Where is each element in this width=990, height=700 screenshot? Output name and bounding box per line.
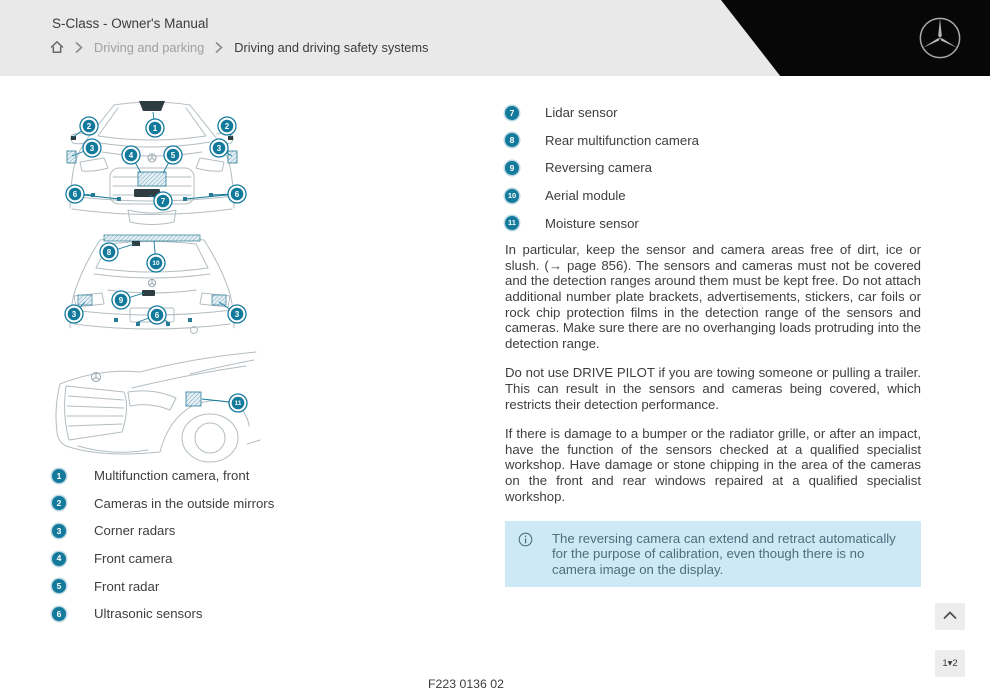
mercedes-emblem (148, 279, 155, 286)
info-note (505, 521, 921, 588)
legend-label: Aerial module (545, 188, 626, 204)
breadcrumb-item-driving-and-parking[interactable]: Driving and parking (94, 39, 205, 55)
svg-text:6: 6 (234, 190, 240, 199)
callout-3 (228, 305, 246, 323)
callout-5 (164, 146, 182, 164)
svg-text:5: 5 (170, 151, 176, 160)
breadcrumb-item-current: Driving and driving safety systems (234, 39, 429, 55)
breadcrumb (50, 38, 428, 56)
callout-3 (210, 139, 228, 157)
paragraph-1: In particular, keep the sensor and camera areas free of dirt, ice or slush. (→ page 856). The sensors and cameras must not be covered and the detection ranges around them must be kept free. Do not attach additional number plate brackets, advertisements, stickers, car foils or rock chip protection films in the detection range of the sensors and cameras. Make sure there are no overhanging loads protruding into the detection range. (505, 241, 921, 352)
callout-10 (147, 254, 165, 272)
legend-label: Multifunction camera, front (94, 468, 250, 484)
home-icon[interactable] (50, 40, 64, 54)
info-note-text: The reversing camera can extend and retract automatically for the purpose of calibration, even though there is no camera image on the display. (552, 530, 896, 577)
callout-8 (100, 243, 118, 261)
legend-list-left (52, 462, 432, 628)
legend-number-badge: 3 (52, 524, 66, 538)
legend-label: Corner radars (94, 523, 176, 539)
callout-2 (218, 117, 236, 135)
legend-item-10 (505, 182, 921, 210)
mercedes-star-icon (917, 15, 963, 61)
body-paragraphs (505, 242, 921, 505)
legend-item-1 (52, 462, 432, 490)
callout-4 (122, 146, 140, 164)
svg-text:1: 1 (152, 124, 158, 133)
mercedes-emblem (148, 154, 156, 162)
svg-text:3: 3 (71, 310, 77, 319)
diagram-rear-view (42, 230, 262, 342)
chevron-right-icon (75, 42, 83, 53)
figure-code: F223 0136 02 (428, 677, 504, 691)
svg-text:9: 9 (118, 296, 124, 305)
page-title: S-Class - Owner's Manual (52, 16, 209, 31)
callout-6 (228, 185, 246, 203)
legend-item-3 (52, 517, 432, 545)
svg-text:6: 6 (72, 190, 78, 199)
callout-9 (112, 291, 130, 309)
legend-number-badge: 9 (505, 161, 519, 175)
legend-number-badge: 5 (52, 579, 66, 593)
svg-text:7: 7 (160, 197, 166, 206)
legend-label: Lidar sensor (545, 105, 618, 121)
legend-item-4 (52, 545, 432, 573)
legend-number-badge: 10 (505, 189, 519, 203)
legend-item-6 (52, 600, 432, 628)
legend-item-11 (505, 209, 921, 237)
legend-number-badge: 8 (505, 133, 519, 147)
page-jump-button[interactable] (935, 650, 965, 677)
legend-item-7 (505, 99, 921, 127)
callout-3 (83, 139, 101, 157)
legend-label: Reversing camera (545, 160, 653, 176)
chevron-right-icon (215, 42, 223, 53)
brand-panel (721, 0, 990, 76)
legend-label: Cameras in the outside mirrors (94, 495, 275, 511)
paragraph-2: Do not use DRIVE PILOT if you are towing someone or pulling a trailer. This can result in the sensors and cameras being covered, which restricts their detection performance. (505, 365, 921, 412)
legend-item-8 (505, 127, 921, 155)
svg-text:3: 3 (89, 144, 95, 153)
legend-item-5 (52, 572, 432, 600)
legend-number-badge: 2 (52, 496, 66, 510)
callout-7 (154, 192, 172, 210)
legend-number-badge: 1 (52, 469, 66, 483)
legend-label: Front radar (94, 578, 160, 594)
chevron-up-icon (942, 609, 958, 624)
legend-label: Moisture sensor (545, 215, 639, 231)
svg-text:8: 8 (106, 248, 112, 257)
mercedes-emblem (92, 373, 101, 382)
svg-text:4: 4 (128, 151, 134, 160)
legend-number-badge: 7 (505, 106, 519, 120)
svg-text:2: 2 (86, 122, 92, 131)
legend-number-badge: 6 (52, 607, 66, 621)
callout-11 (229, 394, 247, 412)
page-jump-icon: 1▾2 (942, 658, 958, 669)
legend-item-9 (505, 154, 921, 182)
legend-list-right (505, 96, 921, 237)
svg-text:3: 3 (216, 144, 222, 153)
legend-number-badge: 4 (52, 552, 66, 566)
callout-6 (148, 306, 166, 324)
callout-3 (65, 305, 83, 323)
diagram-front-view (42, 96, 262, 228)
svg-text:11: 11 (234, 400, 242, 407)
legend-item-2 (52, 490, 432, 518)
paragraph-3: If there is damage to a bumper or the radiator grille, or after an impact, have the function of the sensors checked at a qualified specialist workshop. Have damage or stone chipping in the area of the cameras on the front and rear windows repaired at a qualified specialist workshop. (505, 426, 921, 504)
callout-6 (66, 185, 84, 203)
legend-number-badge: 11 (505, 216, 519, 230)
svg-text:3: 3 (234, 310, 240, 319)
scroll-to-top-button[interactable] (935, 603, 965, 630)
diagram-side-view (42, 346, 262, 464)
svg-text:10: 10 (152, 260, 160, 267)
right-column (505, 96, 921, 587)
header (0, 0, 990, 76)
callout-1 (146, 119, 164, 137)
callout-2 (80, 117, 98, 135)
legend-label: Rear multifunction camera (545, 132, 699, 148)
svg-text:6: 6 (154, 311, 160, 320)
svg-text:2: 2 (224, 122, 230, 131)
legend-label: Ultrasonic sensors (94, 606, 203, 622)
legend-label: Front camera (94, 551, 173, 567)
info-icon (518, 531, 552, 578)
